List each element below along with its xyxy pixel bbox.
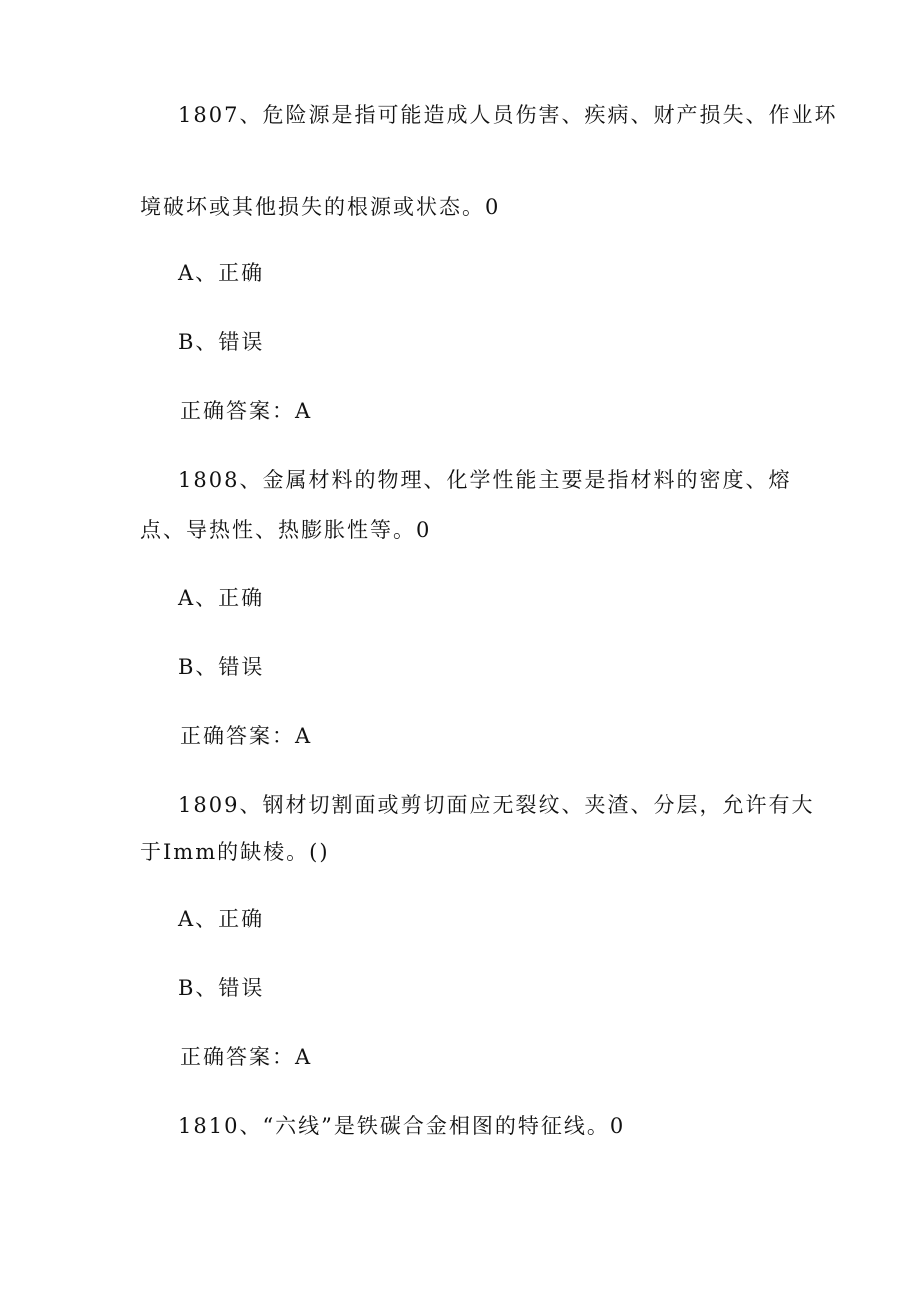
question-1807-line-1: 1807、危险源是指可能造成人员伤害、疾病、财产损失、作业环 (178, 103, 838, 127)
question-1807-option-a: A、正确 (178, 261, 265, 285)
question-1807-answer: 正确答案：A (180, 399, 313, 423)
question-1809-option-b: B、错误 (178, 976, 265, 1000)
question-1808-answer: 正确答案：A (180, 724, 313, 748)
question-1808-option-a: A、正确 (178, 586, 265, 610)
question-1809-option-a: A、正确 (178, 907, 265, 931)
question-1809-answer: 正确答案：A (180, 1045, 313, 1069)
question-1807-option-b: B、错误 (178, 330, 265, 354)
question-1808-line-2: 点、导热性、热膨胀性等。0 (140, 518, 432, 542)
question-1809-line-1: 1809、钢材切割面或剪切面应无裂纹、夹渣、分层，允许有大 (178, 793, 815, 817)
question-1808-line-1: 1808、金属材料的物理、化学性能主要是指材料的密度、熔 (178, 468, 792, 492)
question-1808-option-b: B、错误 (178, 655, 265, 679)
question-1810-line-1: 1810、“六线”是铁碳合金相图的特征线。0 (178, 1114, 626, 1138)
question-1809-line-2: 于Imm的缺棱。() (140, 840, 330, 864)
question-1807-line-2: 境破坏或其他损失的根源或状态。0 (140, 195, 501, 219)
